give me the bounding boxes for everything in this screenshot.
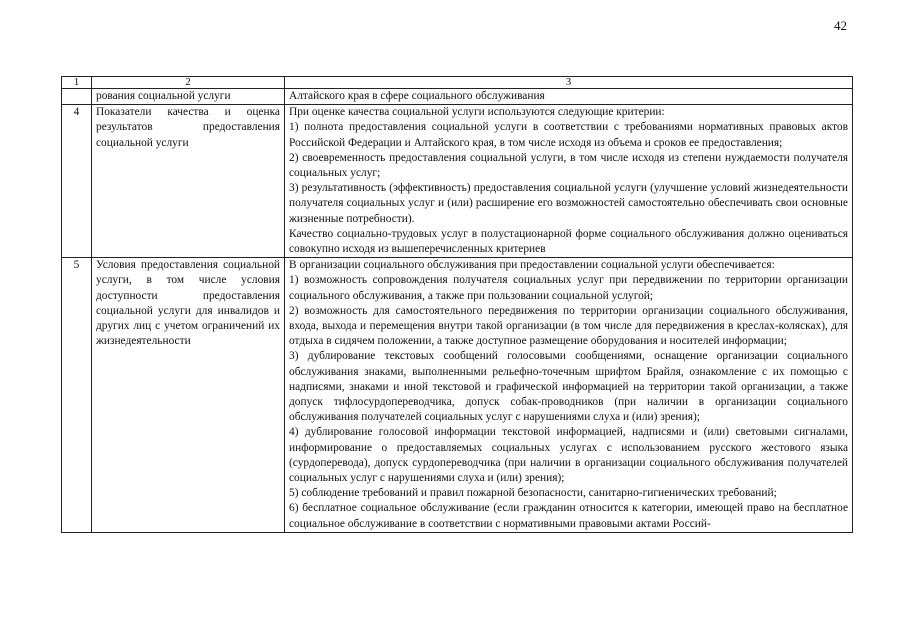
cell-indicator: Показатели качества и оценка результатов предоставления социальной услуги [92,105,285,258]
services-table [61,76,853,533]
paragraph: 3) дублирование текстовых сообщений голосовыми сообщениями, оснащение организации социального обслуживания знаками, выполненными рельефно-точечным шрифтом Брайля, ознакомление с их помощью с надписями, знаками и иной текстовой и графической информацией на территории такой организации, а также допуск тифлосурдопереводчика, допуск собак-проводников (при наличии в организации социального обслуживания получателей социальных услуг с нарушениями слуха и (или) зрения); [289,350,848,424]
header-col-1: 1 [62,77,92,89]
table-row-continuation [62,89,853,105]
paragraph: 6) бесплатное социальное обслуживание (если гражданин относится к категории, имеющей право на бесплатное социальное обслуживание в соответствии с нормативными правовыми актами Россий- [289,502,848,530]
cell-indicator: Условия предоставления социальной услуги, в том числе условия доступности предоставления социальной услуги для инвалидов и других лиц с учетом ограничений их жизнедеятельности [92,258,285,533]
paragraph: Качество социально-трудовых услуг в полустационарной форме социального обслуживания должно оцениваться совокупно исходя из вышеперечисленных критериев [289,227,848,256]
cell-number [62,89,92,105]
paragraph: 2) возможность для самостоятельного передвижения по территории организации социального обслуживания, входа, выхода и перемещения внутри такой организации (в том числе для передвижения в креслах-колясках), для отдыха в сидячем положении, а также доступное размещение оборудования и носителей информации; [289,304,848,348]
cell-number: 4 [62,105,92,258]
paragraph: В организации социального обслуживания при предоставлении социальной услуги обеспечивается: [289,259,775,272]
header-col-2: 2 [92,77,285,89]
paragraph: При оценке качества социальной услуги используются следующие критерии: [289,106,665,119]
cell-indicator: рования социальной услуги [92,89,285,105]
paragraph: 3) результативность (эффективность) предоставления социальной услуги (улучшение условий жизнедеятельности получателя социальных услуг и (или) расширение его возможностей самостоятельно обеспечивать свои основные жизненные потребности). [289,182,848,225]
paragraph: 2) своевременность предоставления социальной услуги, в том числе исходя из степени нуждаемости получателя социальных услуг; [289,151,848,180]
paragraph: 1) возможность сопровождения получателя социальных услуг при передвижении по территории организации социального обслуживания, а также при пользовании социальной услугой; [289,274,848,302]
cell-description [285,105,853,258]
header-col-3: 3 [285,77,853,89]
cell-number: 5 [62,258,92,533]
cell-description: Алтайского края в сфере социального обслуживания [285,89,853,105]
paragraph: 5) соблюдение требований и правил пожарной безопасности, санитарно-гигиенических требований; [289,487,777,500]
table-header-row [62,77,853,89]
cell-description [285,258,853,533]
page-number: 42 [834,18,847,33]
paragraph: 1) полнота предоставления социальной услуги в соответствии с требованиями нормативных правовых актов Российской Федерации и Алтайского края, в том числе исходя из объема и сроков ее предоставления; [289,121,848,149]
table-row-5 [62,258,853,533]
paragraph: 4) дублирование голосовой информации текстовой информацией, надписями и (или) световыми сигналами, информирование о предоставляемых социальных услугах с использованием русского жестового языка (сурдоперевода), допуск сурдопереводчика (при наличии в организации социального обслуживания получателей социальных услуг с нарушениями слуха и (или) зрения); [289,426,848,485]
table-row-4 [62,105,853,258]
